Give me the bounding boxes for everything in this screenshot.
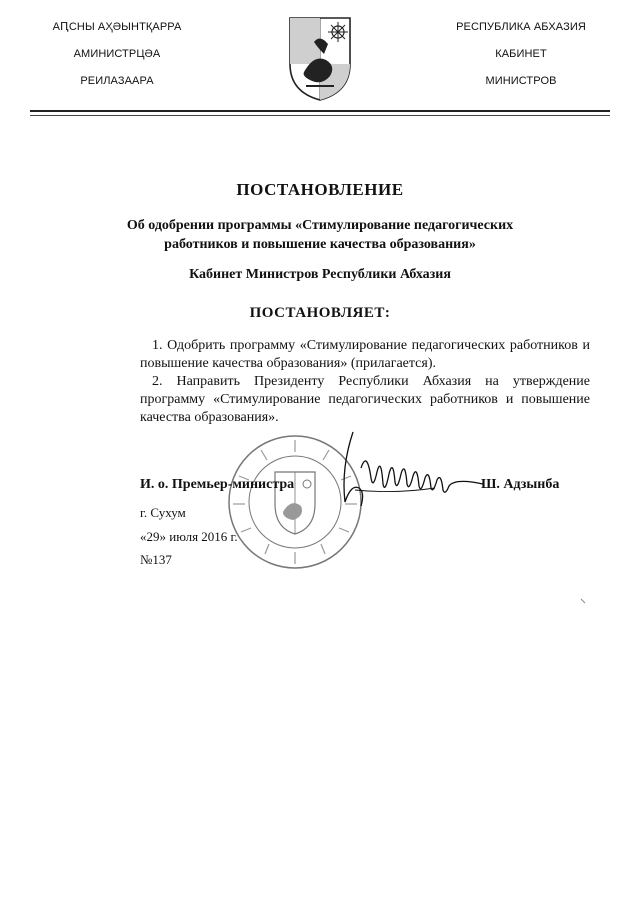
header-divider-thick [30, 110, 610, 112]
handwritten-signature [335, 428, 485, 518]
signatory-name: Ш. Адзынба [481, 477, 560, 492]
header-divider-thin [30, 115, 610, 116]
header-right-russian [426, 22, 616, 103]
signatory-position: И. о. Премьер-министра [140, 477, 295, 492]
document-title: ПОСТАНОВЛЕНИЕ [236, 180, 404, 199]
header-left-line-2: АМИНИСТРЦӘА [73, 48, 161, 60]
document-number: №137 [140, 552, 172, 567]
decree-item-1: 1. Одобрить программу «Стимулирование педагогических работников и повышение качества образования» (прилагается). [140, 338, 590, 371]
header-right-line-1: РЕСПУБЛИКА АБХАЗИЯ [456, 21, 586, 33]
scan-speck [580, 598, 586, 604]
issuing-body: Кабинет Министров Республики Абхазия [189, 267, 451, 282]
document-subject: Об одобрении программы «Стимулирование педагогических работников и повышение качества образования» [126, 218, 514, 252]
header-right-line-3: МИНИСТРОВ [485, 75, 557, 87]
header-right-line-2: КАБИНЕТ [495, 48, 547, 60]
header-left-line-1: АԤСНЫ АҲӘЫНТҚАРРА [52, 21, 182, 33]
decrees-heading: ПОСТАНОВЛЯЕТ: [249, 305, 391, 321]
document-date: «29» июля 2016 г. [140, 529, 238, 544]
header-left-line-3: РЕИЛАЗААРА [80, 75, 154, 87]
decree-item-2: 2. Направить Президенту Республики Абхазия на утверждение программу «Стимулирование педагогических работников и повышение качества образования». [140, 374, 590, 425]
coat-of-arms-icon [284, 14, 356, 102]
document-place: г. Сухум [140, 505, 186, 520]
header-left-abkhaz [22, 22, 212, 103]
